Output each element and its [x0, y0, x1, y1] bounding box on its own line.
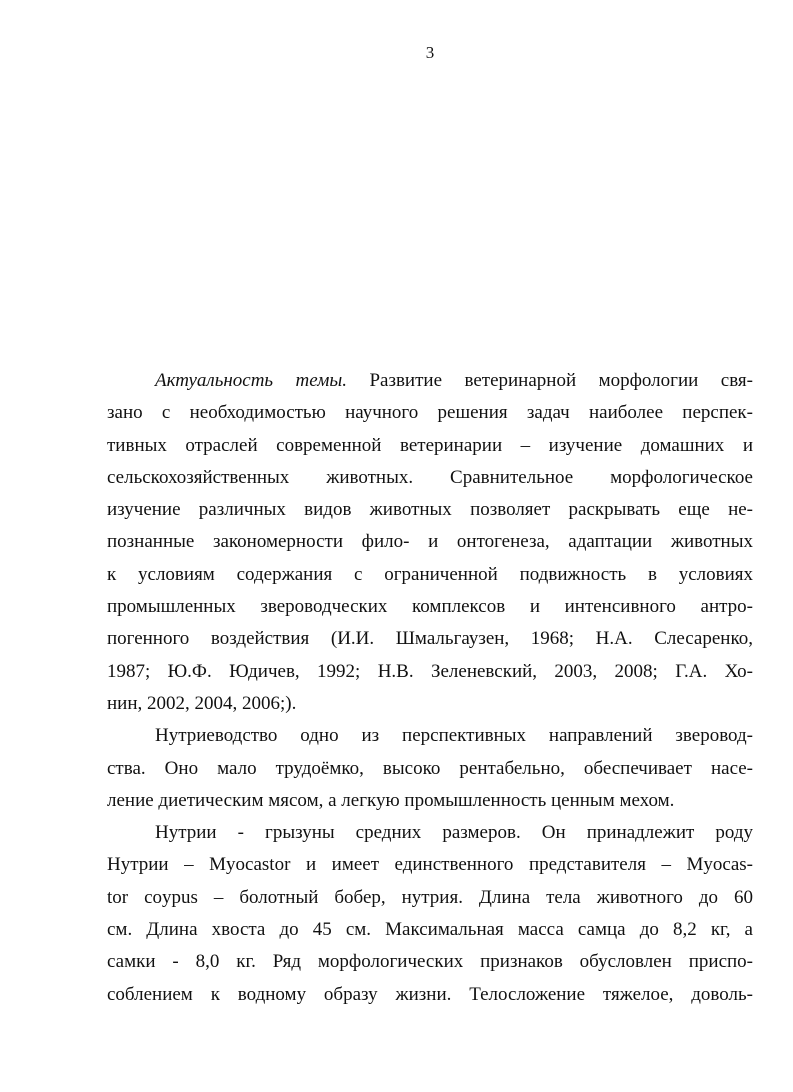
- document-body: [107, 365, 753, 1011]
- relevance-heading: Актуальность темы.: [155, 370, 347, 391]
- text-line: самки - 8,0 кг. Ряд морфологических признаков обусловлен приспо-: [107, 951, 753, 973]
- text-line-content: Развитие ветеринарной морфологии свя-: [346, 370, 753, 391]
- text-line: промышленных звероводческих комплексов и интенсивного антро-: [107, 596, 753, 618]
- text-line: см. Длина хвоста до 45 см. Максимальная масса самца до 8,2 кг, а: [107, 919, 753, 941]
- text-line: сельскохозяйственных животных. Сравнительное морфологическое: [107, 466, 753, 488]
- text-line: познанные закономерности фило- и онтогенеза, адаптации животных: [107, 531, 753, 553]
- text-line: к условиям содержания с ограниченной подвижность в условиях: [107, 563, 753, 585]
- page-number: 3: [425, 43, 435, 62]
- paragraph-nutria-farming: [107, 720, 753, 817]
- text-line: 1987; Ю.Ф. Юдичев, 1992; Н.В. Зеленевский, 2003, 2008; Г.А. Хо-: [107, 660, 753, 682]
- text-line: [107, 365, 753, 397]
- text-line: Нутриеводство одно из перспективных направлений зверовод-: [155, 725, 753, 747]
- text-line: изучение различных видов животных позволяет раскрывать еще не-: [107, 499, 753, 521]
- text-line: тивных отраслей современной ветеринарии – изучение домашних и: [107, 434, 753, 456]
- text-line: соблением к водному образу жизни. Телосложение тяжелое, доволь-: [107, 983, 753, 1005]
- text-line: зано с необходимостью научного решения задач наиболее перспек-: [107, 402, 753, 424]
- text-line: tor coypus – болотный бобер, нутрия. Длина тела животного до 60: [107, 886, 753, 908]
- text-line: Нутрии – Myocastor и имеет единственного представителя – Myocas-: [107, 854, 753, 876]
- text-line: Нутрии - грызуны средних размеров. Он принадлежит роду: [155, 822, 753, 844]
- paragraph-nutria-description: [107, 817, 753, 1011]
- text-line: погенного воздействия (И.И. Шмальгаузен, 1968; Н.А. Слесаренко,: [107, 628, 753, 650]
- text-line: ства. Оно мало трудоёмко, высоко рентабельно, обеспечивает насе-: [107, 757, 753, 779]
- text-line: ление диетическим мясом, а легкую промышленность ценным мехом.: [107, 789, 675, 811]
- text-line: нин, 2002, 2004, 2006;).: [107, 692, 297, 714]
- paragraph-relevance: [107, 365, 753, 720]
